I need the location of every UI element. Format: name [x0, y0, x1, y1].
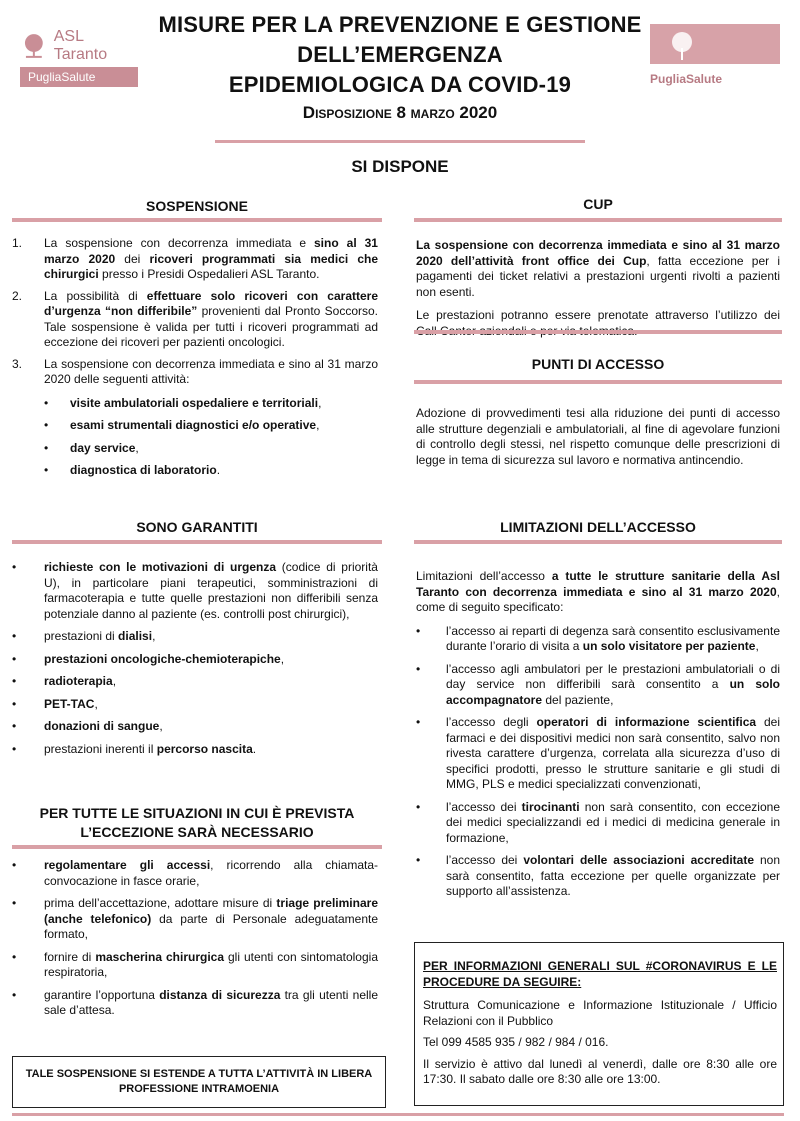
main-heading: SI DISPONE	[351, 157, 449, 176]
list-item: 2. La possibilità di effettuare solo ricoveri con carattere d’urgenza “non differibile” provenienti dal Pronto Soccorso. Tale sospensione è valida per tutti i ricoveri programmati ad eccezione dei ricoveri per pazienti oncologici.	[12, 288, 379, 349]
list-item: 1. La sospensione con decorrenza immediata e sino al 31 marzo 2020 dei ricoveri programmati sia medici che chirurgici presso i Presidi Ospedalieri ASL Taranto.	[12, 236, 379, 281]
list-item: • diagnostica di laboratorio.	[44, 463, 378, 479]
tree-icon	[650, 24, 780, 64]
eccezione-divider	[12, 845, 382, 849]
cup-title: CUP	[583, 196, 613, 212]
info-hours: Il servizio è attivo dal lunedì al venerdì, dalle ore 8:30 alle ore 17:30. Il sabato dalle ore 8:30 alle ore 13:00.	[423, 1056, 777, 1086]
list-item: • l’accesso dei tirocinanti non sarà consentito, con eccezione dei medici specializzandi ed i medici di medicina generale in formazione,	[416, 800, 780, 847]
limitazioni-title: LIMITAZIONI DELL’ACCESSO	[500, 519, 696, 535]
punti-divider	[414, 380, 782, 384]
list-item: 3. La sospensione con decorrenza immediata e sino al 31 marzo 2020 delle seguenti attività:	[12, 356, 378, 386]
sospensione-divider	[12, 218, 382, 222]
list-item: • PET-TAC,	[12, 697, 378, 713]
sospensione-title: SOSPENSIONE	[146, 198, 248, 214]
eccezione-title: PER TUTTE LE SITUAZIONI IN CUI È PREVISTA L’ECCEZIONE SARÀ NECESSARIO	[39, 805, 355, 840]
punti-divider-top	[414, 330, 782, 334]
list-item: • esami strumentali diagnostici e/o operative,	[44, 418, 378, 434]
list-item: • prestazioni di dialisi,	[12, 629, 378, 645]
list-item: • prima dell’accettazione, adottare misure di triage preliminare (anche telefonico) da parte di Personale adeguatamente formato,	[12, 896, 378, 943]
list-item: • fornire di mascherina chirurgica gli utenti con sintomatologia respiratoria,	[12, 950, 378, 981]
intramoenia-box: TALE SOSPENSIONE SI ESTENDE A TUTTA L’ATTIVITÀ IN LIBERA PROFESSIONE INTRAMOENIA	[12, 1056, 386, 1108]
cup-divider	[414, 218, 782, 222]
list-item: • day service,	[44, 441, 378, 457]
list-item: • visite ambulatoriali ospedaliere e territoriali,	[44, 396, 378, 412]
limitazioni-divider	[414, 540, 782, 544]
logo-left-bar: PugliaSalute	[20, 67, 138, 87]
sospensione-list	[12, 236, 378, 486]
list-item: • l’accesso agli ambulatori per le prestazioni ambulatoriali o di day service non differibili sarà consentito a un solo accompagnatore del paziente,	[416, 662, 780, 709]
list-item: • l’accesso degli operatori di informazione scientifica dei farmaci e dei dispositivi medici non sarà consentito, salvo non rivesta carattere d’urgenza, correlata alla sicurezza d’uso di specifici prodotti, presso le strutture sanitarie e gli studi di MMG, PLS e medici specializzati convenzionati,	[416, 715, 780, 793]
info-phone: Tel 099 4585 935 / 982 / 984 / 016.	[423, 1035, 609, 1049]
list-item: • donazioni di sangue,	[12, 719, 378, 735]
list-item: • prestazioni inerenti il percorso nascita.	[12, 742, 378, 758]
logo-right-name: PugliaSalute	[650, 72, 723, 86]
garantiti-title: SONO GARANTITI	[136, 519, 258, 535]
cup-text: La sospensione con decorrenza immediata e sino al 31 marzo 2020 dell’attività front office dei Cup, fatta eccezione per i pagamenti dei ticket relativi a prestazioni urgenti rivolti a pazienti non esenti. Le prestazioni potranno essere prenotate attraverso l’utilizzo dei	[416, 238, 780, 322]
list-item: • l’accesso dei volontari delle associazioni accreditate non sarà consentito, fatta eccezione per quelle organizzate per supporto all’assistenza.	[416, 853, 780, 900]
list-item: • richieste con le motivazioni di urgenza (codice di priorità U), in particolare piani terapeutici, somministrazioni di farmacoterapia e tutte quelle prestazioni non differibili senza potenziale danno al paziente (es. controlli post chirurgici),	[12, 560, 378, 622]
eccezione-list	[12, 858, 378, 1026]
list-item: • l’accesso ai reparti di degenza sarà consentito esclusivamente durante l’orario di visita a un solo visitatore per paziente,	[416, 624, 780, 655]
punti-title: PUNTI DI ACCESSO	[531, 356, 665, 372]
header-divider	[215, 140, 585, 143]
logo-left-name: ASL Taranto	[53, 28, 108, 63]
list-item: • radioterapia,	[12, 674, 378, 690]
footer-divider	[12, 1113, 784, 1116]
garantiti-divider	[12, 540, 382, 544]
list-item: • regolamentare gli accessi, ricorrendo alla chiamata-convocazione in fasce orarie,	[12, 858, 378, 889]
page-title: MISURE PER LA PREVENZIONE E GESTIONE DELL’EMERGENZA EPIDEMIOLOGICA DA COVID-19	[158, 12, 642, 97]
list-item: • garantire l’opportuna distanza di sicurezza tra gli utenti nelle sale d’attesa.	[12, 988, 378, 1019]
list-item: • prestazioni oncologiche-chemioterapiche,	[12, 652, 378, 668]
garantiti-list	[12, 560, 378, 764]
limitazioni-text: Limitazioni dell’accesso a tutte le strutture sanitarie della Asl Taranto con decorrenza immediata e sino al 31 marzo 2020, come di seguito specificato: • l’accesso ai reparti di degenza sarà consentito esclusivamente durante l’orario di visita a un solo visitatore per paziente, • l’accesso agli ambulatori per le prestazioni ambulatoriali o di day service non differibili sarà consentito a un solo accompagnatore del paziente, • l’accesso degli operatori di informazione scientifica dei farmaci e dei dispositivi medici non sarà consentito, salvo non rivesta carattere d’urgenza, correlata alla sicurezza d’uso di specifici prodotti, presso le strutture sanitarie e gli studi di MMG, PLS e medici specializzati convenzionati, • l’accesso dei tirocinanti non sarà consentito, con eccezione dei medici specializzandi ed i medici di medicina generale in formazione, • l’accesso dei volontari delle associazioni accreditate non sarà consentito, fatta eccezione per quelle organizzate per supporto all’assistenza.	[416, 569, 780, 907]
punti-text: Adozione di provvedimenti tesi alla riduzione dei punti di accesso alle strutture degenziali e ambulatoriali, al fine di agevolare funzioni di controllo degli stessi, nel rispetto comunque delle prescrizioni di legge in tema di sicurezza sul lavoro e normativa antincendio.	[416, 406, 780, 467]
puglia-salute-logo	[650, 24, 780, 64]
info-box	[414, 942, 784, 1106]
info-heading: PER INFORMAZIONI GENERALI SUL #CORONAVIRUS E LE PROCEDURE DA SEGUIRE:	[423, 959, 777, 989]
page-subtitle: Disposizione 8 marzo 2020	[302, 103, 498, 122]
info-office: Struttura Comunicazione e Informazione Istituzionale / Ufficio Relazioni con il Pubblico	[423, 998, 777, 1028]
sospensione-bullets	[12, 396, 378, 479]
